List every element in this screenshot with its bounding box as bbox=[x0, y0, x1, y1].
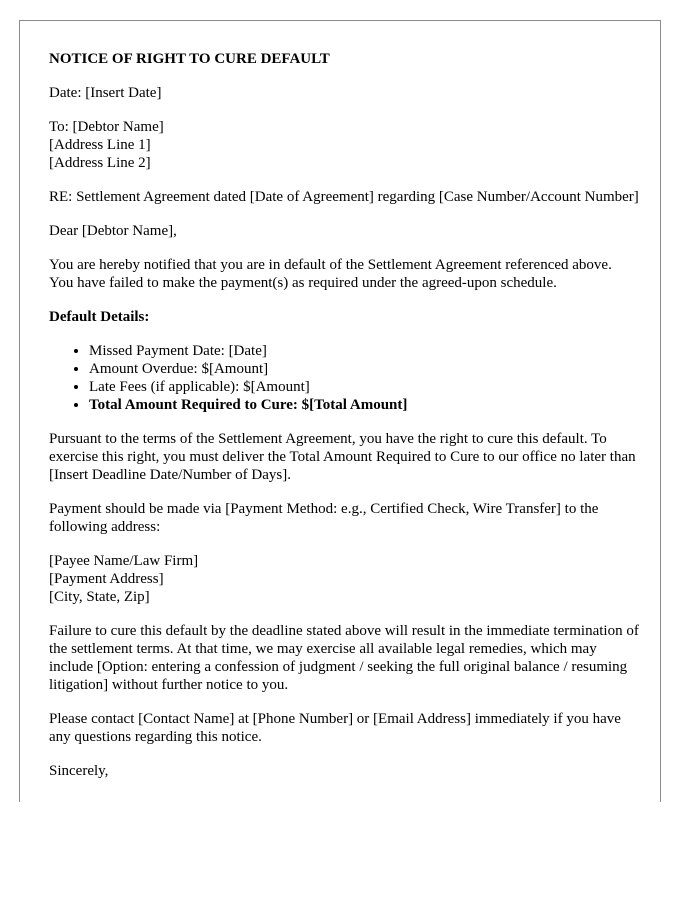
document-title: NOTICE OF RIGHT TO CURE DEFAULT bbox=[49, 51, 330, 67]
list-item-amount-overdue: • Amount Overdue: $[Amount] bbox=[89, 360, 639, 378]
contact-paragraph: Please contact [Contact Name] at [Phone Number] or [Email Address] immediately if you have any questions regarding this notice. bbox=[49, 711, 621, 745]
payee-address bbox=[49, 552, 639, 606]
default-details-heading: Default Details: bbox=[49, 309, 150, 325]
recipient-address-line-2: [Address Line 2] bbox=[49, 155, 151, 171]
date-line: Date: [Insert Date] bbox=[49, 85, 162, 101]
closing-line: Sincerely, bbox=[49, 763, 109, 779]
document-page bbox=[19, 20, 661, 802]
default-details-list bbox=[49, 342, 639, 414]
re-line: RE: Settlement Agreement dated [Date of Agreement] regarding [Case Number/Account Number] bbox=[49, 189, 639, 205]
recipient-address-line-1: [Address Line 1] bbox=[49, 137, 151, 153]
recipient-address bbox=[49, 118, 639, 172]
payment-paragraph: Payment should be made via [Payment Method: e.g., Certified Check, Wire Transfer] to the following address: bbox=[49, 501, 599, 535]
salutation: Dear [Debtor Name], bbox=[49, 223, 177, 239]
recipient-name-line: To: [Debtor Name] bbox=[49, 119, 164, 135]
document-body bbox=[49, 50, 639, 796]
payee-address-line: [Payment Address] bbox=[49, 571, 164, 587]
list-item-total-amount: • Total Amount Required to Cure: $[Total Amount] bbox=[89, 396, 639, 414]
intro-paragraph: You are hereby notified that you are in default of the Settlement Agreement referenced above. You have failed to make the payment(s) as required under the agreed-upon schedule. bbox=[49, 257, 612, 291]
failure-paragraph: Failure to cure this default by the deadline stated above will result in the immediate termination of the settlement terms. At that time, we may exercise all available legal remedies, which may include [Option: entering a confession of judgment / seeking the full original balance / resuming litigation] without further notice to you. bbox=[49, 623, 639, 693]
list-item-late-fees: • Late Fees (if applicable): $[Amount] bbox=[89, 378, 639, 396]
payee-city-line: [City, State, Zip] bbox=[49, 589, 150, 605]
cure-paragraph: Pursuant to the terms of the Settlement Agreement, you have the right to cure this default. To exercise this right, you must deliver the Total Amount Required to Cure to our office no later than [Insert Deadline Date/Number of Days]. bbox=[49, 431, 636, 483]
payee-name-line: [Payee Name/Law Firm] bbox=[49, 553, 199, 569]
list-item-missed-payment-date: • Missed Payment Date: [Date] bbox=[89, 342, 639, 360]
